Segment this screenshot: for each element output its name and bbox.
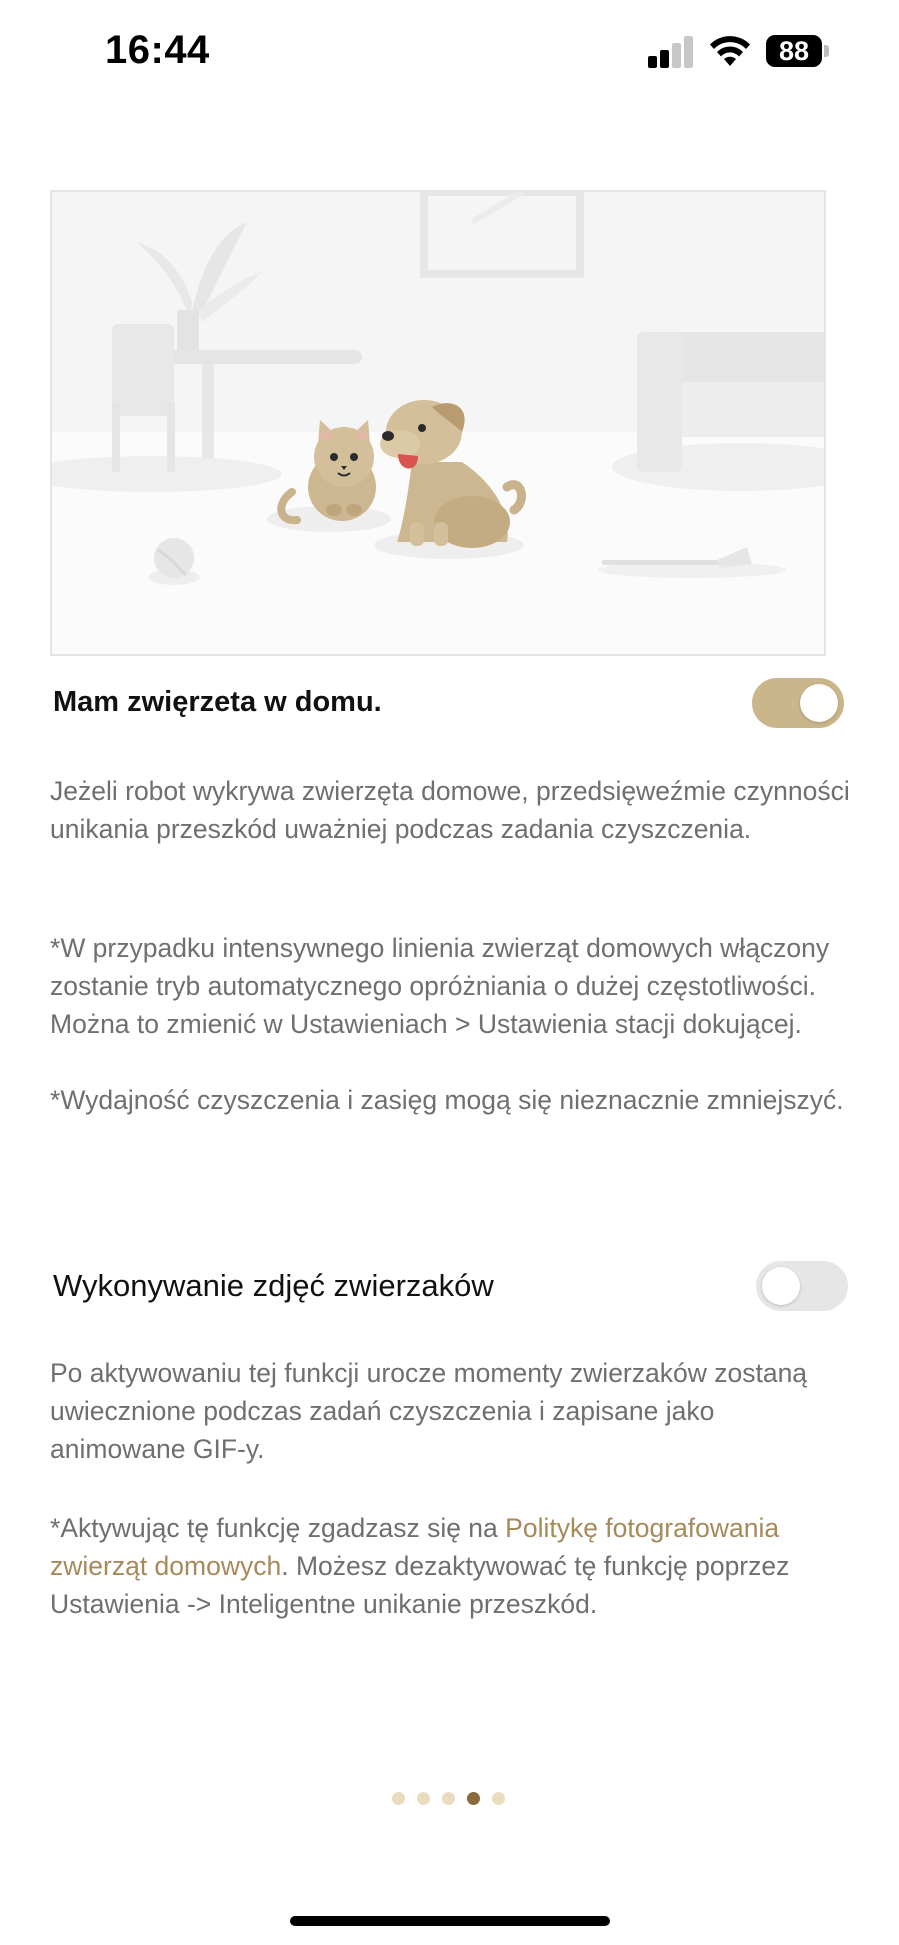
- battery-level: 88: [766, 35, 822, 67]
- toggle-knob: [800, 684, 838, 722]
- photos-setting-description: Po aktywowaniu tej funkcji urocze momenty zwierzaków zostaną uwiecznione podczas zadań czyszczenia i zapisane jako animowane GIF-y.: [50, 1358, 808, 1464]
- toggle-knob: [762, 1267, 800, 1305]
- page-indicator: [392, 1792, 505, 1806]
- photos-setting-title: Wykonywanie zdjęć zwierzaków: [53, 1268, 494, 1303]
- pets-setting-note-shedding: *W przypadku intensywnego linienia zwierząt domowych włączony zostanie tryb automatycznego opróżniania o dużej częstotliwości. Można to zmienić w Ustawieniach > Ustawienia stacji dokującej.: [50, 933, 830, 1039]
- pets-setting-note-efficiency: *Wydajność czyszczenia i zasięg mogą się nieznacznie zmniejszyć.: [50, 1085, 844, 1115]
- status-time: 16:44: [105, 28, 210, 72]
- page-dot-4-active[interactable]: [467, 1792, 480, 1805]
- page-dot-3[interactable]: [442, 1792, 455, 1805]
- pets-toggle[interactable]: [752, 678, 844, 728]
- photos-consent-text: [50, 1509, 850, 1623]
- page-dot-2[interactable]: [417, 1792, 430, 1805]
- wifi-icon: [708, 34, 752, 68]
- consent-prefix: *Aktywując tę funkcję zgadzasz się na: [50, 1513, 506, 1543]
- battery-icon: [766, 35, 828, 69]
- signal-icon: [648, 36, 694, 68]
- pets-setting-description: Jeżeli robot wykrywa zwierzęta domowe, przedsięweźmie czynności unikania przeszkód uważniej podczas zadania czyszczenia.: [50, 776, 850, 844]
- page-dot-1[interactable]: [392, 1792, 405, 1805]
- pets-setting-title: Mam zwięrzeta w domu.: [53, 686, 382, 718]
- pet-photo-policy-link[interactable]: Politykę fotografowania zwierząt domowych: [50, 1513, 780, 1581]
- page-dot-5[interactable]: [492, 1792, 505, 1805]
- pet-photos-toggle[interactable]: [756, 1261, 848, 1311]
- home-indicator[interactable]: [290, 1916, 610, 1926]
- consent-suffix: . Możesz dezaktywować tę funkcję poprzez Ustawienia -> Inteligentne unikanie przeszkód.: [50, 1551, 790, 1619]
- pets-illustration: [50, 190, 826, 656]
